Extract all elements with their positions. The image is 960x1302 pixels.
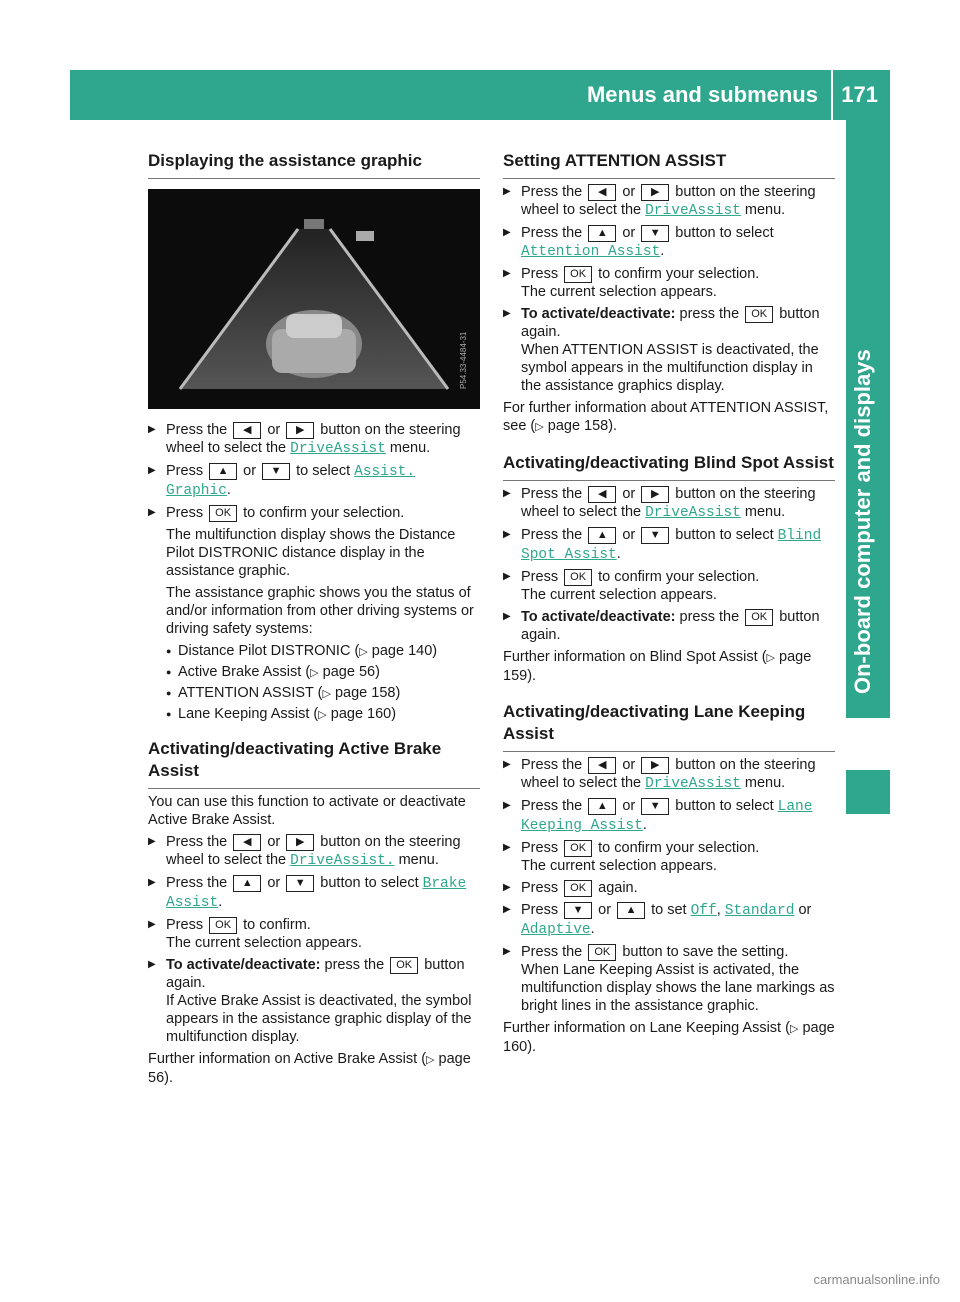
ok-key-icon: OK [209,505,237,522]
section-title-blind-spot-assist: Activating/deactivating Blind Spot Assist [503,452,835,481]
step: ▶ Press OK to confirm your selection. The current selection appears. [503,265,835,301]
step: ▶ Press OK to confirm. The current selection appears. [148,916,480,952]
page-ref-icon: ▷ [359,646,368,658]
step-text: or [243,463,257,479]
left-arrow-key-icon: ◀ [588,486,616,503]
step: ▶ Press ▼ or ▲ to set Off, Standard or Adaptive. [503,901,835,939]
ok-key-icon: OK [745,609,773,626]
menu-name-driveassist: DriveAssist [645,776,741,792]
right-arrow-key-icon: ▶ [641,184,669,201]
side-tab-label: On-board computer and displays [850,349,875,694]
up-arrow-key-icon: ▲ [233,875,261,892]
bullet-item: ● ATTENTION ASSIST (▷ page 158) [148,684,480,703]
menu-name-driveassist: DriveAssist. [290,853,395,869]
step-text: menu. [389,440,431,456]
step: ▶ To activate/deactivate: press the OK button again. If Active Brake Assist is deactivated, the symbol appears in the assistance graphic display of the multifunction display. [148,956,480,1046]
step: ▶ Press OK again. [503,879,835,897]
right-arrow-key-icon: ▶ [286,834,314,851]
ok-key-icon: OK [390,957,418,974]
body-text: The multifunction display shows the Distance Pilot DISTRONIC distance display in the assistance graphic. [166,527,456,579]
ok-key-icon: OK [564,840,592,857]
step: ▶ Press the ▲ or ▼ button to select Brake Assist. [148,874,480,912]
bullet-item: ● Active Brake Assist (▷ page 56) [148,663,480,682]
footer-watermark: carmanualsonline.info [813,1272,940,1287]
step: ▶ Press OK to confirm your selection. The current selection appears. [503,839,835,875]
step: ▶ Press the ◀ or ▶ button on the steering wheel to select the DriveAssist. menu. [148,833,480,870]
further-info: Further information on Active Brake Assist (▷ page 56). [148,1051,471,1086]
menu-name-lane-keeping-assist: Lane Keeping Assist [521,799,813,834]
menu-name-driveassist: DriveAssist [645,203,741,219]
step: ▶ Press OK to confirm your selection. The current selection appears. [503,568,835,604]
header-divider [831,70,833,120]
left-column [148,150,480,1091]
page-number: 171 [841,82,878,107]
side-marker [846,770,890,814]
section-title-lane-keeping-assist: Activating/deactivating Lane Keeping Assist [503,701,835,752]
page-ref-icon: ▷ [322,688,331,700]
step-text: Press [166,463,204,479]
step-text: Press the [166,422,228,438]
up-arrow-key-icon: ▲ [209,463,237,480]
body-text: You can use this function to activate or deactivate Active Brake Assist. [148,794,466,828]
section-title-active-brake-assist: Activating/deactivating Active Brake Assist [148,738,480,789]
menu-name-brake-assist: Brake Assist [166,876,467,911]
step: ▶ Press the ▲ or ▼ button to select Attention Assist. [503,224,835,261]
step: ▶ Press the ◀ or ▶ button on the steering wheel to select the DriveAssist menu. [503,756,835,793]
left-arrow-key-icon: ◀ [233,422,261,439]
left-arrow-key-icon: ◀ [233,834,261,851]
menu-name-blind-spot-assist: Blind Spot Assist [521,528,822,563]
further-info: Further information on Lane Keeping Assist (▷ page 160). [503,1020,835,1055]
right-column [503,150,835,1060]
further-info: Further information on Blind Spot Assist (▷ page 159). [503,649,812,684]
step: ▶ Press ▲ or ▼ to select Assist. Graphic. [148,462,480,500]
option-standard: Standard [724,903,795,919]
step-text: button on the steering wheel to select the [166,422,461,456]
step-text: Press [166,505,204,521]
ok-key-icon: OK [564,880,592,897]
menu-name-driveassist: DriveAssist [645,505,741,521]
section-title-attention-assist: Setting ATTENTION ASSIST [503,150,835,179]
option-adaptive: Adaptive [521,922,591,938]
step-text: or [267,422,281,438]
page-ref-icon: ▷ [318,709,327,721]
left-arrow-key-icon: ◀ [588,757,616,774]
header-title: Menus and submenus [586,82,818,107]
down-arrow-key-icon: ▼ [641,527,669,544]
down-arrow-key-icon: ▼ [641,225,669,242]
ok-key-icon: OK [745,306,773,323]
further-info: For further information about ATTENTION ASSIST, see (▷ page 158). [503,400,829,434]
page-ref-icon: ▷ [535,421,544,433]
page-header [70,70,890,120]
step [148,504,480,638]
step: ▶ Press the ▲ or ▼ button to select Blind Spot Assist. [503,526,835,564]
step: ▶ Press the ◀ or ▶ button on the steering wheel to select the DriveAssist menu. [503,183,835,220]
ok-key-icon: OK [588,944,616,961]
page-ref-icon: ▷ [310,667,319,679]
step: ▶ Press the OK button to save the setting. When Lane Keeping Assist is activated, the multifunction display shows the lane markings as bright lines in the assistance graphic. [503,943,835,1015]
option-off: Off [690,903,717,919]
down-arrow-key-icon: ▼ [641,798,669,815]
left-arrow-key-icon: ◀ [588,184,616,201]
step-text: to confirm your selection. [243,505,405,521]
step: ▶ To activate/deactivate: press the OK button again. [503,608,835,644]
up-arrow-key-icon: ▲ [588,527,616,544]
up-arrow-key-icon: ▲ [617,902,645,919]
body-text: The assistance graphic shows you the status of and/or information from other driving systems or driving safety systems: [166,585,474,637]
ok-key-icon: OK [564,266,592,283]
right-arrow-key-icon: ▶ [641,757,669,774]
up-arrow-key-icon: ▲ [588,225,616,242]
page-ref-icon: ▷ [426,1054,435,1066]
menu-name-attention-assist: Attention Assist [521,244,661,260]
right-arrow-key-icon: ▶ [641,486,669,503]
step: ▶ Press the ◀ or ▶ button on the steering wheel to select the DriveAssist menu. [503,485,835,522]
page-ref-icon: ▷ [766,652,776,664]
down-arrow-key-icon: ▼ [564,902,592,919]
menu-name-assist-graphic: Assist. Graphic [166,464,416,499]
assistance-graphic-illustration [148,189,480,409]
up-arrow-key-icon: ▲ [588,798,616,815]
step: ▶ To activate/deactivate: press the OK button again. When ATTENTION ASSIST is deactivated, the symbol appears in the multifunction display in the assistance graphics display. [503,305,835,395]
step-text: to select [296,463,351,479]
section-title-assistance-graphic: Displaying the assistance graphic [148,150,480,179]
illustration-code: P54.33-4484-31 [459,331,468,389]
bullet-item: ● Distance Pilot DISTRONIC (▷ page 140) [148,642,480,661]
step [148,421,480,458]
ok-key-icon: OK [209,917,237,934]
right-arrow-key-icon: ▶ [286,422,314,439]
ok-key-icon: OK [564,569,592,586]
down-arrow-key-icon: ▼ [262,463,290,480]
page-ref-icon: ▷ [789,1023,799,1035]
menu-name-driveassist: DriveAssist [290,441,386,457]
down-arrow-key-icon: ▼ [286,875,314,892]
step: ▶ Press the ▲ or ▼ button to select Lane Keeping Assist. [503,797,835,835]
dashboard-graphic-svg [148,189,480,409]
bullet-item: ● Lane Keeping Assist (▷ page 160) [148,705,480,724]
